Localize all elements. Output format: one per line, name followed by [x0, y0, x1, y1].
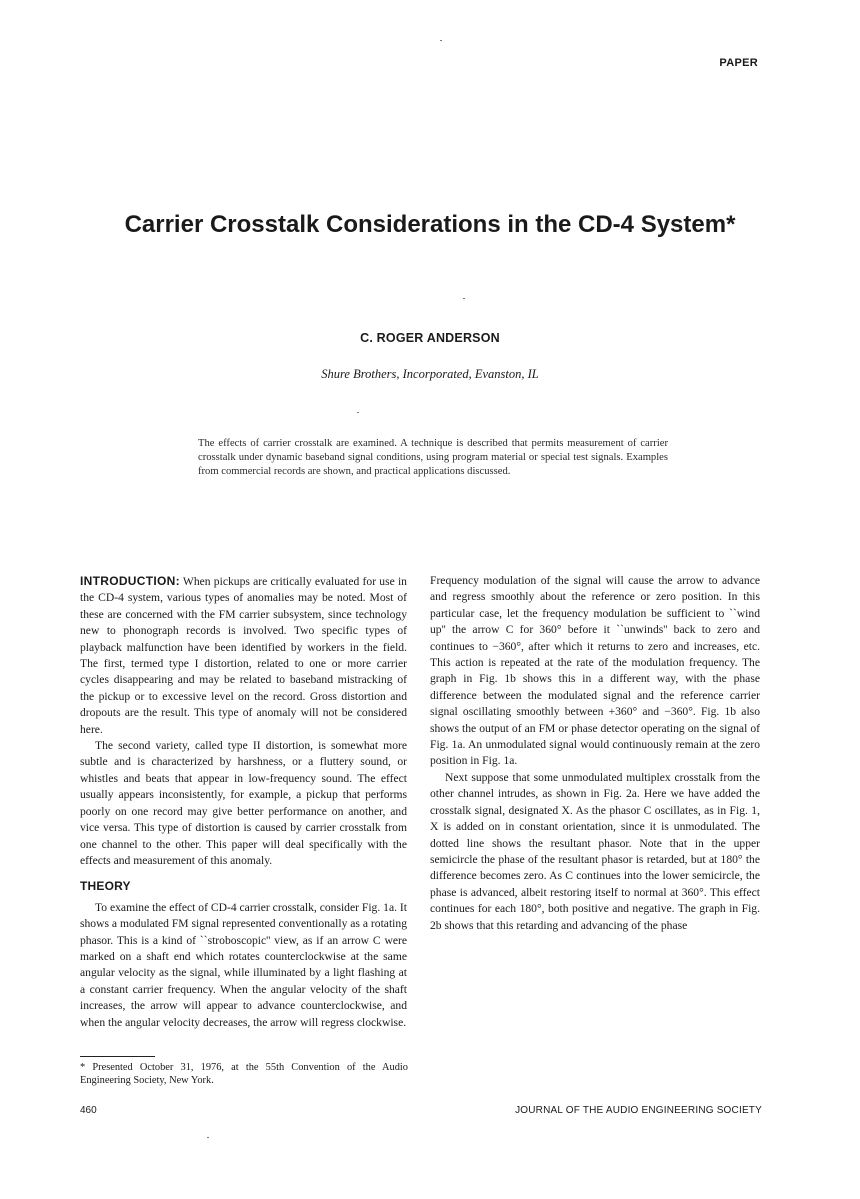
intro-paragraph-1 — [80, 573, 407, 738]
page-number: 460 — [80, 1105, 97, 1116]
theory-paragraph-2: Next suppose that some unmodulated multiplex crosstalk from the other channel intrudes, as shown in Fig. 2a. Here we have added the crosstalk signal, designated X. As the phasor C oscillates, as in Fig. 1, X is added on in constant orientation, since it is unmodulated. The dotted line shows the resultant phasor. Note that in the upper semicircle the phase of the resultant phasor is retarded, but at 180° the difference becomes zero. As C continues into the lower semicircle, the phase is advanced, albeit restoring itself to normal at 360°. This effect continues for each 180°, both positive and negative. The graph in Fig. 2b shows that this retarding and advancing of the phase — [430, 770, 760, 932]
introduction-heading: INTRODUCTION: — [80, 574, 180, 588]
section-tag: PAPER — [719, 57, 758, 69]
left-column — [80, 573, 407, 1031]
footnote: * Presented October 31, 1976, at the 55th Convention of the Audio Engineering Society, New York. — [80, 1062, 408, 1086]
intro-paragraph-1-text: When pickups are critically evaluated for use in the CD-4 system, various types of anomalies may be noted. Most of these are concerned with the FM carrier subsystem, since technology new to phonograph records is involved. Two specific types of playback malfunction have been identified by workers in the field. The first, termed type I distortion, related to one or more carrier cycles disappearing and may be related to baseband mistracking of the pickup or to excessive level on the record. Gross distortion and dropouts are the result. This type of anomaly will not be considered here. — [80, 575, 407, 736]
intro-paragraph-2: The second variety, called type II distortion, is somewhat more subtle and is characterized by harshness, or a fluttery sound, or whistles and beats that appear in low-frequency sound. The effect usually appears inconsistently, for example, a pickup that performs poorly on one record may give better performance on another, and vice versa. This type of distortion is caused by carrier crosstalk from one channel to the other. This paper will deal specifically with the effects and measurement of this anomaly. — [80, 739, 407, 867]
scan-speck — [440, 40, 442, 41]
author-affiliation: Shure Brothers, Incorporated, Evanston, IL — [321, 367, 539, 381]
paper-title: Carrier Crosstalk Considerations in the CD-4 System* — [124, 211, 736, 238]
abstract: The effects of carrier crosstalk are examined. A technique is described that permits measurement of carrier crosstalk under dynamic baseband signal conditions, using program material or special test signals. Examples from commercial records are shown, and practical applications discussed. — [198, 438, 668, 477]
journal-name: JOURNAL OF THE AUDIO ENGINEERING SOCIETY — [515, 1105, 762, 1116]
theory-heading: THEORY — [80, 879, 131, 894]
author-name: C. ROGER ANDERSON — [360, 331, 500, 345]
footnote-rule — [80, 1056, 155, 1057]
right-column — [430, 573, 760, 934]
theory-paragraph-1-continued: Frequency modulation of the signal will cause the arrow to advance and regress smoothly about the reference or zero position. In this particular case, let the frequency modulation be sufficient to ``wind up'' the arrow C for 360° before it ``unwinds'' back to zero and continues to −360°, after which it returns to zero and increases, etc. This action is repeated at the rate of the modulation frequency. The graph in Fig. 1b shows this in a different way, with the phase difference between the modulated signal and the reference carrier signal oscillating smoothly between +360° and −360°. Fig. 1b also shows the output of an FM or phase detector operating on the signal of Fig. 1a. An unmodulated signal would continuously remain at the zero position in Fig. 1a. — [430, 574, 760, 768]
theory-paragraph-1: To examine the effect of CD-4 carrier crosstalk, consider Fig. 1a. It shows a modulated FM signal represented conventionally as a rotating phasor. This is a kind of ``stroboscopic'' view, as if an arrow C were marked on a shaft end which rotates counterclockwise at the same angular velocity as the signal, while illuminated by a light flashing at a constant carrier frequency. When the angular velocity of the shaft increases, the arrow will appear to advance counterclockwise, and when the angular velocity decreases, the arrow will regress clockwise. — [80, 900, 407, 1029]
scan-speck — [207, 1137, 209, 1138]
scan-speck — [463, 298, 465, 299]
scan-speck — [357, 412, 359, 413]
